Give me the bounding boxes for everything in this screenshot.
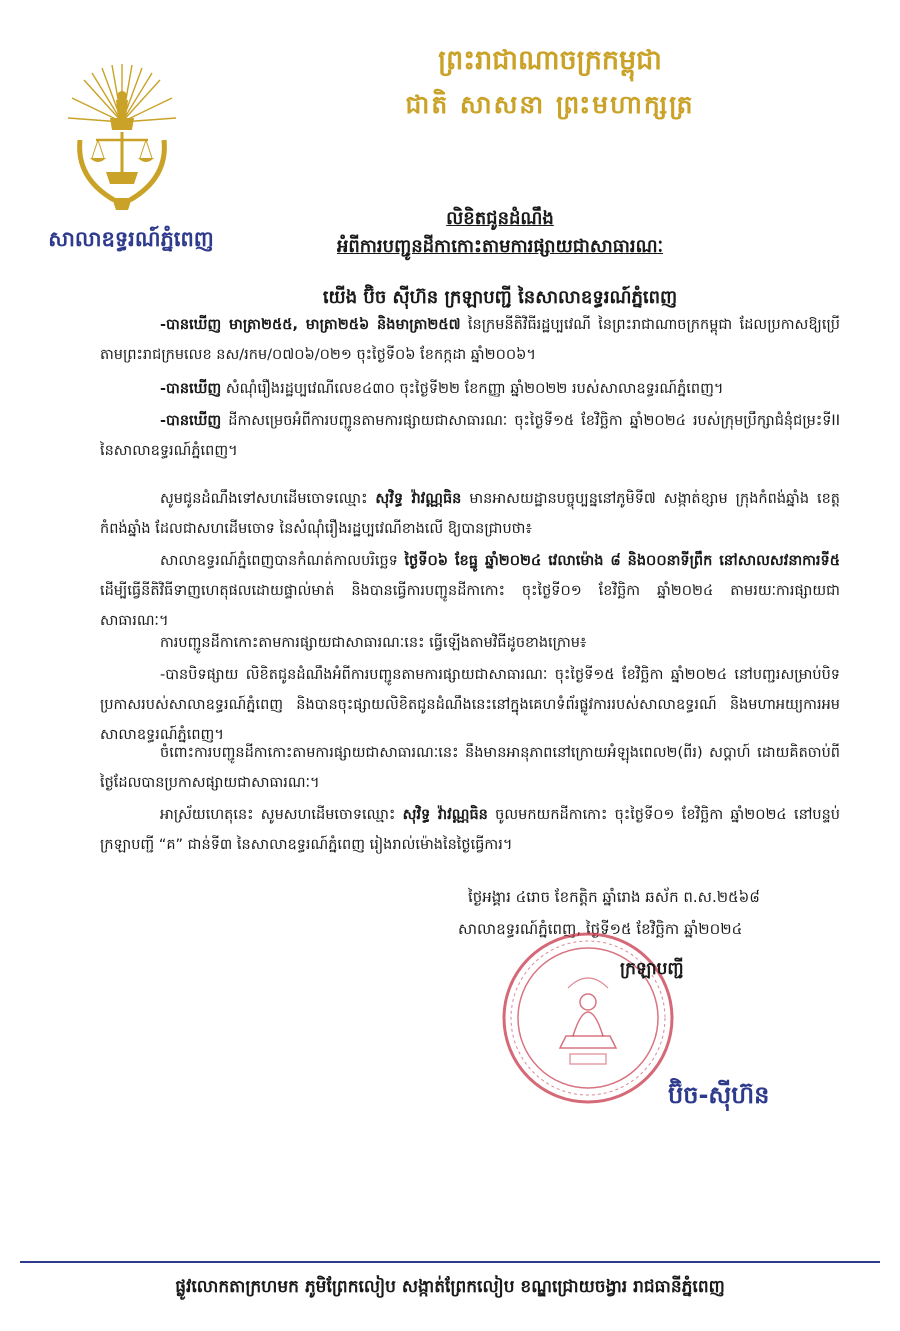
considering-paragraph-2 [100, 374, 840, 404]
considering-paragraph-3 [100, 406, 840, 466]
summons-text: ចូលមកយកដីកាកោះ ចុះថ្ងៃទី០១ ខែវិច្ឆិកា ឆ្នាំ២០២៤ នៅបន្ទប់ក្រឡាបញ្ជី “គ” ជាន់ទី៣ នៃសាលាឧទ្ធរណ៍ភ្នំពេញ រៀងរាល់ម៉ោងនៃថ្ងៃធ្វើការ។ [100, 807, 840, 853]
issuer-line: យើង ប៊ិច ស៊ីហ៊ន ក្រឡាបញ្ជី នៃសាលាឧទ្ធរណ៍ភ្នំពេញ [322, 287, 678, 308]
summons-paragraph [100, 800, 840, 860]
considering-lead: -បានឃើញ មាត្រា២៥៥, មាត្រា២៥៦ និងមាត្រា២៥៧ [160, 317, 461, 333]
considering-paragraph-1 [100, 310, 840, 370]
footer-address: ផ្លូវលោកតាក្រហមក ភូមិព្រែកលៀប សង្កាត់ព្រែកលៀប ខណ្ឌជ្រោយចង្វារ រាជធានីភ្នំពេញ [175, 1277, 725, 1297]
notice-paragraph [100, 484, 840, 544]
signer-name: ប៊ិច-ស៊ីហ៊ន [668, 1081, 770, 1109]
kingdom-motto-line-1: ព្រះរាជាណាចក្រកម្ពុជា [438, 45, 662, 76]
signer-title: ក្រឡាបញ្ជី [620, 959, 684, 979]
considering-lead: -បានឃើញ [160, 381, 222, 397]
kingdom-motto-line-2: ជាតិ សាសនា ព្រះមហាក្សត្រ [405, 90, 695, 119]
plaintiff-name: សុវិទ្ធ វ៉ាវណ្ណធិន [375, 491, 462, 507]
hearing-paragraph [100, 546, 840, 636]
hearing-text: ដើម្បីធ្វើនីតិវិធីទាញហេតុផលដោយផ្ទាល់មាត់ និងបានធ្វើការបញ្ជូនដីកាកោះ ចុះថ្ងៃទី០១ ខែវិច្ឆិកា ឆ្នាំ២០២៤ តាមរយៈការផ្សាយជាសាធារណៈ។ [100, 583, 840, 629]
considering-text: នៃក្រមនីតិវិធីរដ្ឋប្បវេណី នៃព្រះរាជាណាចក្រកម្ពុជា ដែលប្រកាសឱ្យប្រើតាមព្រះរាជក្រមលេខ នស/រកម/០៧០៦/០២១ ចុះថ្ងៃទី០៦ ខែកក្កដា ឆ្នាំ២០០៦។ [100, 317, 840, 363]
effect-paragraph: ចំពោះការបញ្ជូនដីកាកោះតាមការផ្សាយជាសាធារណៈនេះ នឹងមានអានុភាពនៅក្រោយអំឡុងពេល២(ពីរ) សប្តាហ៍ ដោយគិតចាប់ពីថ្ងៃដែលបានប្រកាសផ្សាយជាសាធារណៈ។ [100, 745, 840, 791]
official-seal-icon [498, 928, 678, 1108]
lunar-date: ថ្ងៃអង្គារ ៤រោច ខែកត្តិក ឆ្នាំរោង ឆស័ក ព.ស.២៥៦៨ [468, 888, 760, 906]
court-emblem-icon [62, 60, 182, 220]
document-type-title: លិខិតជូនដំណឹង [446, 208, 554, 229]
notice-text: មានអាសយដ្ឋានបច្ចុប្បន្ននៅភូមិទី៧ សង្កាត់ខ្សាម ក្រុងកំពង់ឆ្នាំង ខេត្តកំពង់ឆ្នាំង ដែលជាសហដើមចោទ នៃសំណុំរឿងរដ្ឋប្បវេណីខាងលើ ឱ្យបានជ្រាបថា៖ [100, 491, 841, 537]
considering-text: សំណុំរឿងរដ្ឋប្បវេណីលេខ៤៣០ ចុះថ្ងៃទី២២ ខែកញ្ញា ឆ្នាំ២០២២ របស់សាលាឧទ្ធរណ៍ភ្នំពេញ។ [221, 381, 724, 397]
summons-text: អាស្រ័យហេតុនេះ សូមសហដើមចោទឈ្មោះ [160, 807, 403, 823]
court-name: សាលាឧទ្ធរណ៍ភ្នំពេញ [48, 227, 214, 251]
considering-text: ដីកាសម្រេចអំពីការបញ្ជូនតាមការផ្សាយជាសាធារណៈ ចុះថ្ងៃទី១៥ ខែវិច្ឆិកា ឆ្នាំ២០២៤ របស់ក្រុមប្រឹក្សាជំនុំជម្រះទីII នៃសាលាឧទ្ធរណ៍ភ្នំពេញ។ [100, 413, 840, 459]
hearing-text: សាលាឧទ្ធរណ៍ភ្នំពេញបានកំណត់កាលបរិច្ឆេទ [160, 553, 405, 569]
method-paragraph: ការបញ្ជូនដីកាកោះតាមការផ្សាយជាសាធារណៈនេះ ធ្វើឡើងតាមវិធីដូចខាងក្រោម៖ [160, 635, 587, 651]
hearing-datetime: ថ្ងៃទី០៦ ខែធ្នូ ឆ្នាំ២០២៤ វេលាម៉ោង ៨ និង០០នាទីព្រឹក នៅសាលសវនាការទី៥ [404, 553, 841, 569]
place-and-date: សាលាឧទ្ធរណ៍ភ្នំពេញ, ថ្ងៃទី១៥ ខែវិច្ឆិកា ឆ្នាំ២០២៤ [458, 920, 743, 938]
notice-text: សូមជូនដំណឹងទៅសហដើមចោទឈ្មោះ [160, 491, 376, 507]
plaintiff-name: សុវិទ្ធ វ៉ាវណ្ណធិន [402, 807, 488, 823]
footer-divider [20, 1261, 880, 1263]
document-subject: អំពីការបញ្ជូនដីកាកោះតាមការផ្សាយជាសាធារណៈ [336, 236, 664, 257]
considering-lead: -បានឃើញ [160, 413, 222, 429]
posting-paragraph: -បានបិទផ្សាយ លិខិតជូនដំណឹងអំពីការបញ្ជូនតាមការផ្សាយជាសាធារណៈ ចុះថ្ងៃទី១៥ ខែវិច្ឆិកា ឆ្នាំ២០២៤ នៅបញ្ជរសម្រាប់បិទប្រកាសរបស់សាលាឧទ្ធរណ៍ភ្នំពេញ និងបានចុះផ្សាយលិខិតជូនដំណឹងនេះនៅក្នុងគេហទំព័រផ្លូវការរបស់សាលាឧទ្ធរណ៍ និងមហាអយ្យការអមសាលាឧទ្ធរណ៍ភ្នំពេញ។ [100, 667, 840, 743]
